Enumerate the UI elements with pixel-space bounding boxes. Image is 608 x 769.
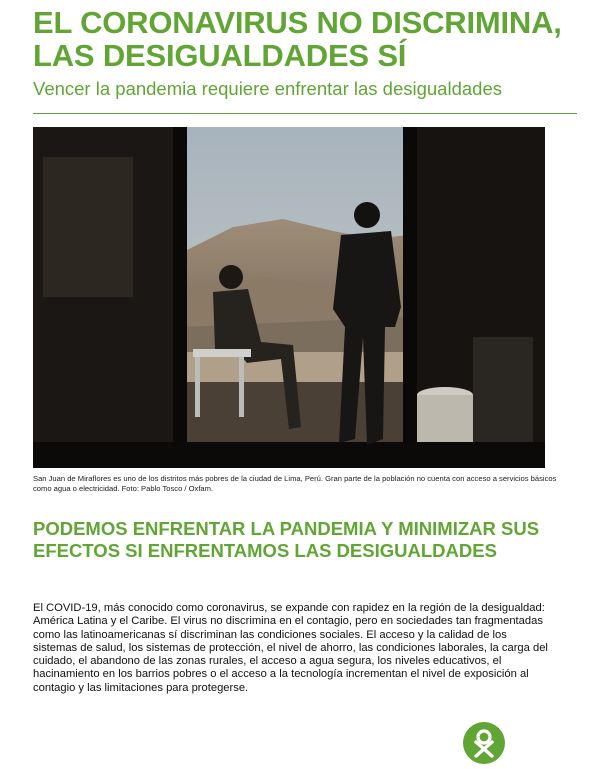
photo-caption: San Juan de Miraflores es uno de los distritos más pobres de la ciudad de Lima, Perú. Gran parte de la población no cuenta con acceso a servicios básicos como agua o electricidad. Foto: Pablo Tosco / Oxfam.: [33, 474, 557, 493]
body-paragraph: El COVID-19, más conocido como coronavirus, se expande con rapidez en la región de la desigualdad: América Latina y el Caribe. El virus no discrimina en el contagio, pero en sociedades tan fragmentadas como las latinoamericanas sí discriminan las condiciones sociales. El acceso y la calidad de los sistemas de salud, los sistemas de protección, el nivel de ahorro, las condiciones laborales, la carga del cuidado, el abandono de las zonas rurales, el acceso a agua segura, los niveles educativos, el hacinamiento en los barrios pobres o el acceso a la tecnología incrementan el nivel de exposición al contagio y las limitaciones para protegerse.: [33, 602, 548, 694]
oxfam-logo-icon: [463, 722, 505, 764]
document-title: EL CORONAVIRUS NO DISCRIMINA, LAS DESIGUALDADES SÍ: [33, 5, 562, 73]
section-heading: PODEMOS ENFRENTAR LA PANDEMIA Y MINIMIZAR SUS EFECTOS SI ENFRENTAMOS LAS DESIGUALDADES: [33, 518, 540, 561]
photo: [33, 127, 545, 468]
divider-line: [33, 113, 577, 114]
document-subtitle: Vencer la pandemia requiere enfrentar las desigualdades: [33, 78, 502, 99]
